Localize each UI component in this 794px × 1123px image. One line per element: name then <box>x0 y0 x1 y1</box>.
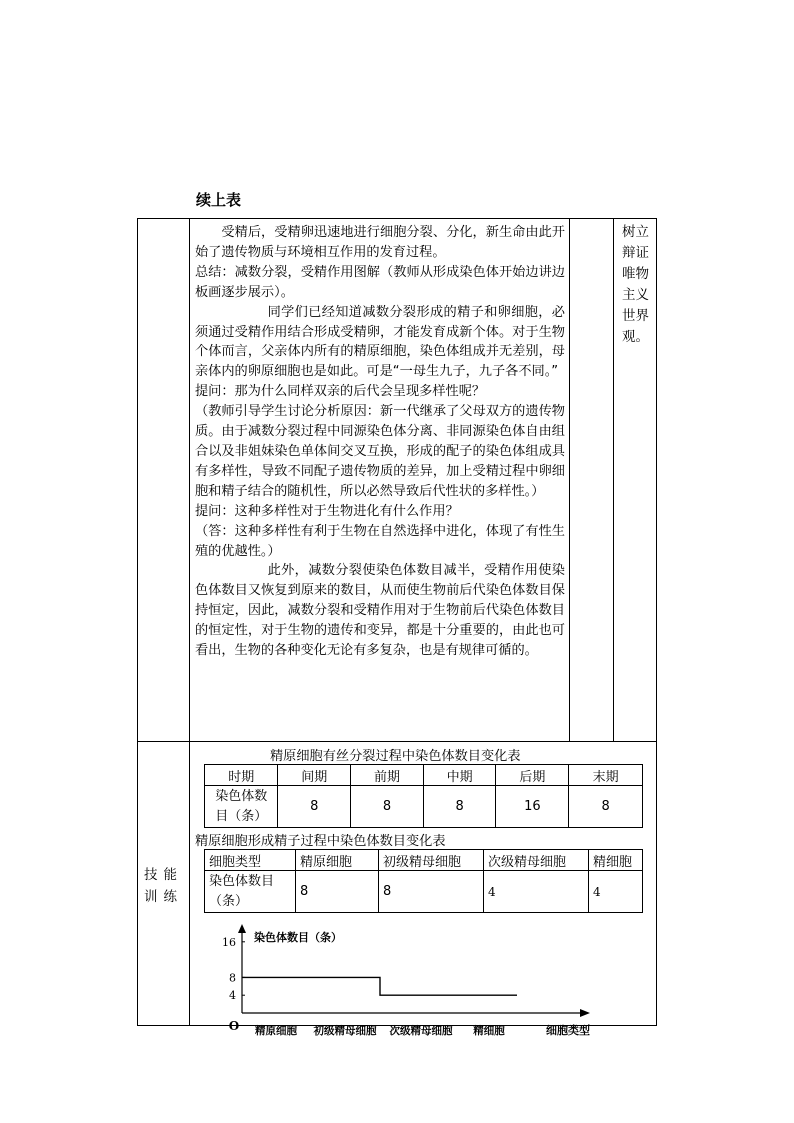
x-tick-label: 初级精母细胞 <box>313 1025 377 1037</box>
paragraph: 同学们已经知道减数分裂形成的精子和卵细胞，必须通过受精作用结合形成受精卵，才能发育成新个体。对于生物个体而言，父亲体内所有的精原细胞，染色体组成并无差别，母亲体内的卵原细胞也是如此。可是“一母生九子，九子各不同。” <box>195 304 565 380</box>
table-header: 前期 <box>351 765 424 786</box>
table-cell: 8 <box>278 786 351 828</box>
table-cell: 8 <box>296 871 379 913</box>
paragraph: （教师引导学生讨论分析原因：新一代继承了父母双方的遗传物质。由于减数分裂过程中同源染色体分离、非同源染色体自由组合以及非姐妹染色单体间交叉互换，形成的配子的染色体组成具有多样性，导致不同配子遗传物质的差异，加上受精过程中卵细胞和精子结合的随机性，所以必然导致后代性状的多样性。） <box>195 404 565 499</box>
skill-training-label: 技能训练 <box>144 867 183 905</box>
table2-caption: 精原细胞形成精子过程中染色体数目变化表 <box>195 834 446 849</box>
table-header: 次级精母细胞 <box>484 850 589 871</box>
table-header: 后期 <box>496 765 569 786</box>
paragraph: 受精后，受精卵迅速地进行细胞分裂、分化，新生命由此开始了遗传物质与环境相互作用的发育过程。 <box>195 225 565 260</box>
teaching-goal-note: 树立辩证唯物主义世界观。 <box>622 224 649 345</box>
x-axis-arrow <box>580 1009 590 1017</box>
x-tick-label: 精原细胞 <box>255 1025 297 1037</box>
y-tick-label: 16 <box>222 935 236 949</box>
data-line <box>242 977 517 995</box>
x-tick-label: 精细胞 <box>473 1025 505 1037</box>
table-header: 末期 <box>569 765 643 786</box>
y-tick-label: 4 <box>229 989 236 1003</box>
table-cell: 4 <box>589 871 643 913</box>
row-label: 染色体数目（条） <box>205 786 278 828</box>
table-cell: 4 <box>484 871 589 913</box>
paragraph: 提问：这种多样性对于生物进化有什么作用？ <box>195 503 459 519</box>
table-cell: 16 <box>496 786 569 828</box>
table-cell: 8 <box>569 786 643 828</box>
table-header: 细胞类型 <box>205 850 296 871</box>
table-cell: 8 <box>423 786 496 828</box>
table-cell: 8 <box>351 786 424 828</box>
origin-label: O <box>228 1019 240 1033</box>
table-cell: 8 <box>379 871 484 913</box>
table-header: 间期 <box>278 765 351 786</box>
y-axis-arrow <box>238 924 246 933</box>
table-header: 中期 <box>423 765 496 786</box>
paragraph: 提问：那为什么同样双亲的后代会呈现多样性呢？ <box>195 384 486 400</box>
x-tick-label: 次级精母细胞 <box>389 1025 453 1037</box>
table1-caption: 精原细胞有丝分裂过程中染色体数目变化表 <box>270 749 521 764</box>
table-header: 初级精母细胞 <box>379 850 484 871</box>
table-header: 时期 <box>205 765 278 786</box>
paragraph: 此外，减数分裂使染色体数目减半，受精作用使染色体数目又恢复到原来的数目，从而使生物前后代染色体数目保持恒定，因此，减数分裂和受精作用对于生物前后代染色体数目的恒定性，对于生物的遗传和变异，都是十分重要的，由此也可看出，生物的各种变化无论有多复杂，也是有规律可循的。 <box>195 563 565 659</box>
table-header: 精细胞 <box>589 850 643 871</box>
row-label: 染色体数目（条） <box>205 871 296 913</box>
section-heading: 续上表 <box>196 191 242 209</box>
y-tick-label: 8 <box>229 971 236 985</box>
y-axis-label: 染色体数目（条） <box>254 931 342 944</box>
paragraph: 总结：减数分裂，受精作用图解（教师从形成染色体开始边讲边板画逐步展示）。 <box>195 264 565 300</box>
paragraph: （答：这种多样性有利于生物在自然选择中进化，体现了有性生殖的优越性。） <box>195 523 565 559</box>
table-header: 精原细胞 <box>296 850 379 871</box>
x-axis-label: 细胞类型 <box>546 1024 590 1037</box>
